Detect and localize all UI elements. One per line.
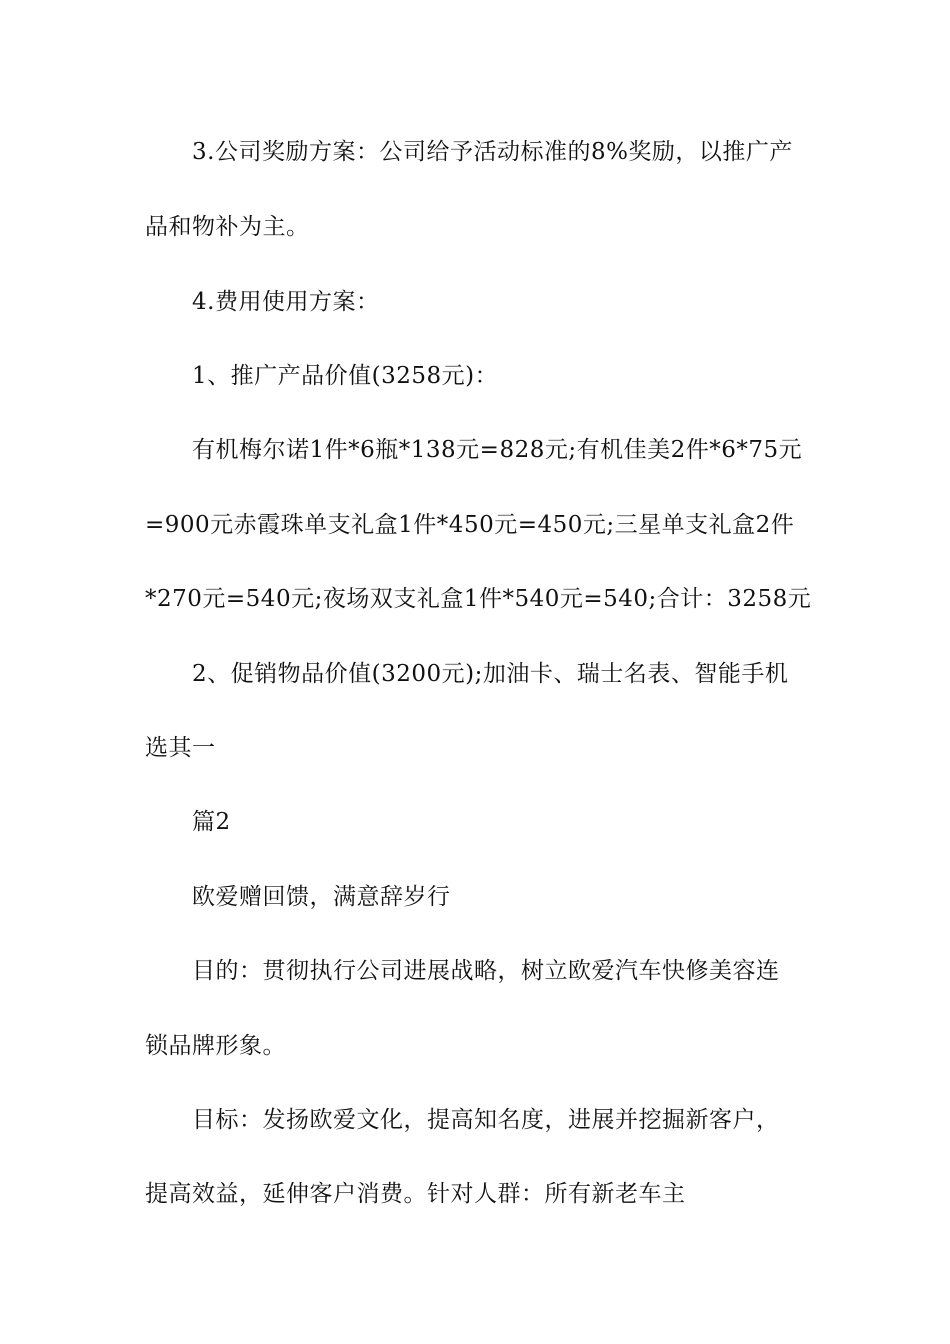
paragraph-line: 3.公司奖励方案：公司给予活动标准的8%奖励，以推广产 <box>192 139 793 165</box>
paragraph-line: 1、推广产品价值(3258元)： <box>192 363 499 389</box>
paragraph-line: 品和物补为主。 <box>145 214 310 240</box>
paragraph-line: 2、促销物品价值(3200元);加油卡、瑞士名表、智能手机 <box>192 661 789 687</box>
paragraph-line: *270元=540元;夜场双支礼盒1件*540元=540;合计：3258元 <box>145 586 812 612</box>
paragraph-line: 选其一 <box>145 735 216 761</box>
paragraph-line: 提高效益，延伸客户消费。针对人群：所有新老车主 <box>145 1181 686 1207</box>
paragraph-line: =900元赤霞珠单支礼盒1件*450元=450元;三星单支礼盒2件 <box>145 512 795 538</box>
paragraph-line: 锁品牌形象。 <box>145 1033 286 1059</box>
paragraph-line: 有机梅尔诺1件*6瓶*138元=828元;有机佳美2件*6*75元 <box>192 437 803 463</box>
paragraph-line: 4.费用使用方案： <box>192 289 380 315</box>
section-title: 欧爱赠回馈，满意辞岁行 <box>192 884 451 910</box>
paragraph-line: 目的：贯彻执行公司进展战略，树立欧爱汽车快修美容连 <box>192 958 780 984</box>
paragraph-line: 目标：发扬欧爱文化，提高知名度，进展并挖掘新客户， <box>192 1107 780 1133</box>
section-heading: 篇2 <box>192 809 231 835</box>
